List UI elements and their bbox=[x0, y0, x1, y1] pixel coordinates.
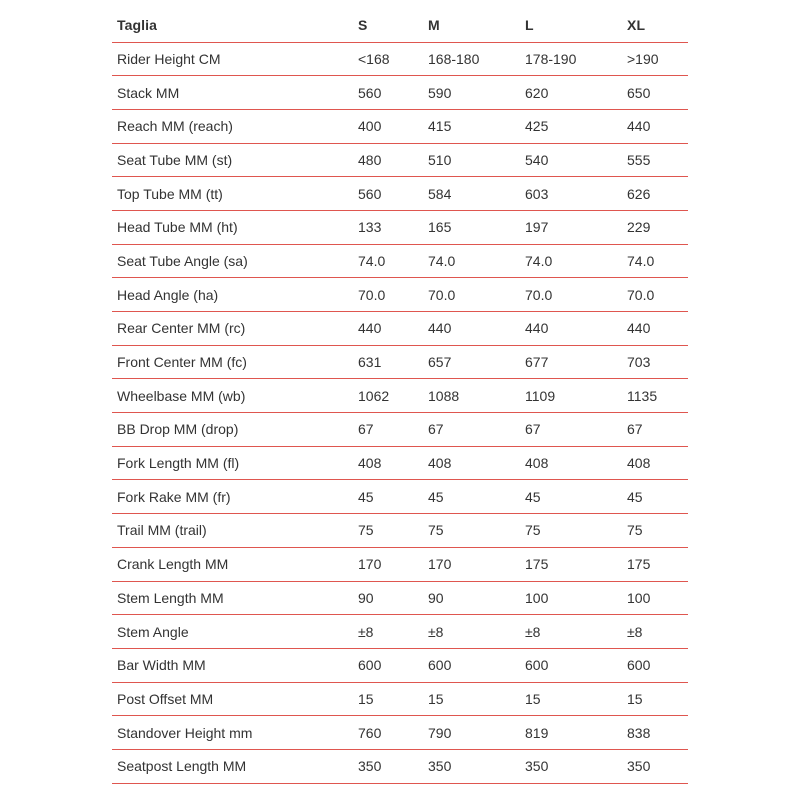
cell-value: 657 bbox=[428, 345, 525, 379]
cell-value: 165 bbox=[428, 210, 525, 244]
row-label: BB Drop MM (drop) bbox=[112, 413, 358, 447]
cell-value: 70.0 bbox=[627, 278, 688, 312]
cell-value: 100 bbox=[627, 581, 688, 615]
row-label: Seatpost Length MM bbox=[112, 749, 358, 783]
cell-value: 600 bbox=[358, 648, 428, 682]
cell-value: 408 bbox=[525, 446, 627, 480]
cell-value: 408 bbox=[627, 446, 688, 480]
cell-value: 631 bbox=[358, 345, 428, 379]
cell-value: 440 bbox=[358, 312, 428, 346]
cell-value: 75 bbox=[627, 514, 688, 548]
cell-value: ±8 bbox=[627, 615, 688, 649]
cell-value: 100 bbox=[525, 581, 627, 615]
cell-value: 350 bbox=[428, 749, 525, 783]
cell-value: 760 bbox=[358, 716, 428, 750]
cell-value: 650 bbox=[627, 76, 688, 110]
cell-value: 15 bbox=[358, 682, 428, 716]
cell-value: 168-180 bbox=[428, 42, 525, 76]
geometry-table-container bbox=[112, 9, 688, 784]
row-label: Seat Tube MM (st) bbox=[112, 143, 358, 177]
table-row bbox=[112, 581, 688, 615]
cell-value: 440 bbox=[428, 312, 525, 346]
cell-value: 170 bbox=[358, 547, 428, 581]
cell-value: 175 bbox=[627, 547, 688, 581]
row-label: Rider Height CM bbox=[112, 42, 358, 76]
cell-value: 15 bbox=[525, 682, 627, 716]
cell-value: 178-190 bbox=[525, 42, 627, 76]
table-row bbox=[112, 547, 688, 581]
cell-value: 350 bbox=[358, 749, 428, 783]
cell-value: 45 bbox=[358, 480, 428, 514]
table-row bbox=[112, 42, 688, 76]
row-label: Stack MM bbox=[112, 76, 358, 110]
cell-value: 133 bbox=[358, 210, 428, 244]
cell-value: 75 bbox=[525, 514, 627, 548]
cell-value: 560 bbox=[358, 76, 428, 110]
cell-value: 440 bbox=[627, 109, 688, 143]
row-label: Head Tube MM (ht) bbox=[112, 210, 358, 244]
cell-value: 510 bbox=[428, 143, 525, 177]
cell-value: 480 bbox=[358, 143, 428, 177]
cell-value: 74.0 bbox=[428, 244, 525, 278]
row-label: Rear Center MM (rc) bbox=[112, 312, 358, 346]
table-row bbox=[112, 109, 688, 143]
cell-value: ±8 bbox=[525, 615, 627, 649]
cell-value: 74.0 bbox=[358, 244, 428, 278]
cell-value: 819 bbox=[525, 716, 627, 750]
cell-value: 440 bbox=[627, 312, 688, 346]
cell-value: >190 bbox=[627, 42, 688, 76]
cell-value: 560 bbox=[358, 177, 428, 211]
cell-value: 70.0 bbox=[358, 278, 428, 312]
cell-value: 620 bbox=[525, 76, 627, 110]
table-row bbox=[112, 76, 688, 110]
table-row bbox=[112, 615, 688, 649]
cell-value: 229 bbox=[627, 210, 688, 244]
row-label: Top Tube MM (tt) bbox=[112, 177, 358, 211]
cell-value: 440 bbox=[525, 312, 627, 346]
row-label: Stem Length MM bbox=[112, 581, 358, 615]
table-row bbox=[112, 379, 688, 413]
cell-value: 70.0 bbox=[428, 278, 525, 312]
table-row bbox=[112, 278, 688, 312]
table-row bbox=[112, 446, 688, 480]
cell-value: 400 bbox=[358, 109, 428, 143]
table-row bbox=[112, 480, 688, 514]
header-cell-taglia: Taglia bbox=[112, 9, 358, 42]
table-row bbox=[112, 345, 688, 379]
cell-value: 67 bbox=[358, 413, 428, 447]
cell-value: 45 bbox=[525, 480, 627, 514]
table-row bbox=[112, 312, 688, 346]
cell-value: 1135 bbox=[627, 379, 688, 413]
cell-value: 408 bbox=[428, 446, 525, 480]
cell-value: ±8 bbox=[428, 615, 525, 649]
table-row bbox=[112, 648, 688, 682]
row-label: Bar Width MM bbox=[112, 648, 358, 682]
cell-value: 197 bbox=[525, 210, 627, 244]
row-label: Crank Length MM bbox=[112, 547, 358, 581]
header-cell-size-xl: XL bbox=[627, 9, 688, 42]
cell-value: 1062 bbox=[358, 379, 428, 413]
table-row bbox=[112, 177, 688, 211]
cell-value: 75 bbox=[428, 514, 525, 548]
cell-value: 350 bbox=[627, 749, 688, 783]
row-label: Head Angle (ha) bbox=[112, 278, 358, 312]
cell-value: 75 bbox=[358, 514, 428, 548]
cell-value: ±8 bbox=[358, 615, 428, 649]
table-row bbox=[112, 244, 688, 278]
cell-value: 600 bbox=[428, 648, 525, 682]
cell-value: 70.0 bbox=[525, 278, 627, 312]
cell-value: 677 bbox=[525, 345, 627, 379]
row-label: Post Offset MM bbox=[112, 682, 358, 716]
table-row bbox=[112, 682, 688, 716]
cell-value: 626 bbox=[627, 177, 688, 211]
cell-value: 74.0 bbox=[627, 244, 688, 278]
cell-value: 350 bbox=[525, 749, 627, 783]
row-label: Reach MM (reach) bbox=[112, 109, 358, 143]
cell-value: 600 bbox=[525, 648, 627, 682]
cell-value: 408 bbox=[358, 446, 428, 480]
cell-value: 540 bbox=[525, 143, 627, 177]
cell-value: 170 bbox=[428, 547, 525, 581]
header-cell-size-s: S bbox=[358, 9, 428, 42]
geometry-table bbox=[112, 9, 688, 784]
cell-value: 15 bbox=[428, 682, 525, 716]
cell-value: 15 bbox=[627, 682, 688, 716]
table-header-row bbox=[112, 9, 688, 42]
table-row bbox=[112, 143, 688, 177]
cell-value: 90 bbox=[358, 581, 428, 615]
cell-value: 838 bbox=[627, 716, 688, 750]
table-row bbox=[112, 514, 688, 548]
cell-value: 790 bbox=[428, 716, 525, 750]
row-label: Fork Length MM (fl) bbox=[112, 446, 358, 480]
cell-value: 67 bbox=[428, 413, 525, 447]
header-cell-size-l: L bbox=[525, 9, 627, 42]
cell-value: 175 bbox=[525, 547, 627, 581]
cell-value: 603 bbox=[525, 177, 627, 211]
cell-value: 590 bbox=[428, 76, 525, 110]
table-row bbox=[112, 210, 688, 244]
cell-value: 555 bbox=[627, 143, 688, 177]
cell-value: 415 bbox=[428, 109, 525, 143]
cell-value: 90 bbox=[428, 581, 525, 615]
cell-value: 703 bbox=[627, 345, 688, 379]
cell-value: 45 bbox=[627, 480, 688, 514]
cell-value: 45 bbox=[428, 480, 525, 514]
header-cell-size-m: M bbox=[428, 9, 525, 42]
row-label: Stem Angle bbox=[112, 615, 358, 649]
table-row bbox=[112, 716, 688, 750]
cell-value: 584 bbox=[428, 177, 525, 211]
cell-value: 600 bbox=[627, 648, 688, 682]
table-row bbox=[112, 413, 688, 447]
cell-value: 1109 bbox=[525, 379, 627, 413]
table-row bbox=[112, 749, 688, 783]
row-label: Wheelbase MM (wb) bbox=[112, 379, 358, 413]
row-label: Fork Rake MM (fr) bbox=[112, 480, 358, 514]
row-label: Front Center MM (fc) bbox=[112, 345, 358, 379]
cell-value: 67 bbox=[525, 413, 627, 447]
cell-value: 1088 bbox=[428, 379, 525, 413]
cell-value: 425 bbox=[525, 109, 627, 143]
row-label: Trail MM (trail) bbox=[112, 514, 358, 548]
cell-value: <168 bbox=[358, 42, 428, 76]
row-label: Seat Tube Angle (sa) bbox=[112, 244, 358, 278]
cell-value: 74.0 bbox=[525, 244, 627, 278]
cell-value: 67 bbox=[627, 413, 688, 447]
row-label: Standover Height mm bbox=[112, 716, 358, 750]
